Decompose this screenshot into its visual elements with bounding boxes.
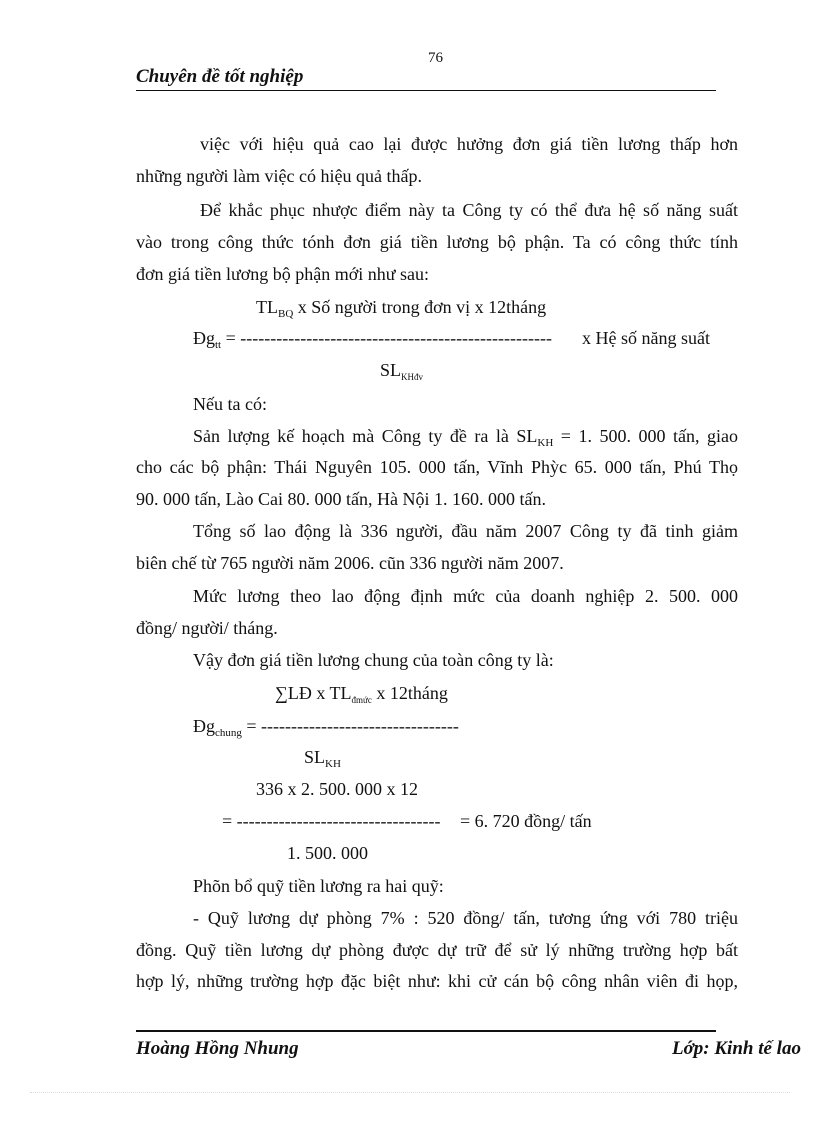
body-line: Phõn bổ quỹ tiền lương ra hai quỹ: [193, 876, 444, 896]
formula1-equation-line: $Đg_{tt}$ = ---------------------------------------------------- [193, 328, 552, 351]
body-line: đơn giá tiền lương bộ phận mới như sau: [136, 264, 430, 284]
body-line: Vậy đơn giá tiền lương chung của toàn công ty là: [193, 650, 554, 670]
footer-rule [136, 1030, 716, 1032]
page-number: 76 [428, 50, 443, 66]
footer-author: Hoàng Hồng Nhung [136, 1038, 299, 1059]
formula2-calc-denominator: 1. 500. 000 [287, 843, 368, 863]
body-line: hợp lý, những trường hợp đặc biệt như: khi cử cán bộ công nhân viên đi họp, [136, 971, 738, 991]
formula2-denominator: $SL_{KH}$ [304, 747, 341, 770]
body-line: vào trong công thức tónh đơn giá tiền lương bộ phận. Ta có công thức tính [136, 232, 738, 252]
header-title: Chuyên đề tốt nghiệp [136, 66, 304, 87]
body-line: Nếu ta có: [193, 394, 267, 414]
formula2-numerator: ∑LĐ x $TL_{đmức}$ x 12tháng [275, 683, 448, 705]
footer-class: Lớp: Kinh tế lao [672, 1038, 801, 1059]
page-bottom-divider [30, 1092, 790, 1093]
body-line: Để khắc phục nhược điểm này ta Công ty có thể đưa hệ số năng suất [200, 200, 738, 220]
body-line: biên chế từ 765 người năm 2006. cũn 336 người năm 2007. [136, 553, 564, 573]
body-line: - Quỹ lương dự phòng 7% : 520 đồng/ tấn, tương ứng với 780 triệu [193, 908, 738, 928]
body-line: cho các bộ phận: Thái Nguyên 105. 000 tấn, Vĩnh Phỳc 65. 000 tấn, Phú Thọ [136, 457, 738, 477]
body-line: việc với hiệu quả cao lại được hưởng đơn giá tiền lương thấp hơn [200, 134, 738, 154]
body-line: đồng/ người/ tháng. [136, 618, 278, 638]
body-line: những người làm việc có hiệu quả thấp. [136, 166, 422, 186]
header-rule [136, 90, 716, 91]
body-line: Tổng số lao động là 336 người, đầu năm 2007 Công ty đã tinh giảm [193, 521, 738, 541]
formula1-numerator: $TL_{BQ}$ x Số người trong đơn vị x 12tháng [256, 297, 547, 320]
formula2-calc-numerator: 336 x 2. 500. 000 x 12 [256, 779, 418, 799]
formula2-equation-line: $Đg_{chung}$ = --------------------------------- [193, 716, 459, 739]
body-line: đồng. Quỹ tiền lương dự phòng được dự trữ để sử lý những trường hợp bất [136, 940, 738, 960]
body-line: 90. 000 tấn, Lào Cai 80. 000 tấn, Hà Nội 1. 160. 000 tấn. [136, 489, 546, 509]
formula1-denominator: $SL_{KHđv}$ [380, 360, 424, 382]
body-line: Sản lượng kế hoạch mà Công ty đề ra là $SL_{KH} = 1$. 500. 000 tấn, giao [193, 426, 738, 449]
formula1-multiplier: x Hệ số năng suất [582, 328, 710, 348]
body-line: Mức lương theo lao động định mức của doanh nghiệp 2. 500. 000 [193, 586, 738, 606]
formula2-calc-result: = 6. 720 đồng/ tấn [460, 811, 592, 831]
formula2-calc-line: = ---------------------------------- [222, 811, 441, 831]
